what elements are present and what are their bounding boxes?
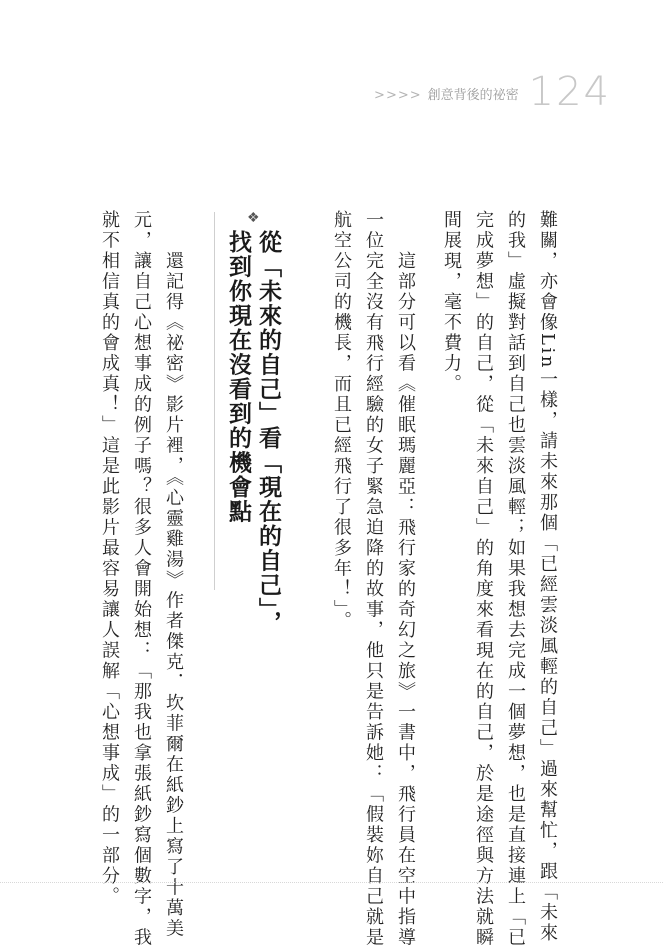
text-line: 一位完全沒有飛行經驗的女子緊急迫降的故事，他只是告訴她：「假裝妳自己就是: [363, 210, 384, 948]
text-line: 間展現，毫不費力。: [441, 210, 462, 395]
section-heading-line-1: 從「未來的自己」看「現在的自己」，: [255, 230, 281, 635]
text-line: 航空公司的機長，而且已經飛行了很多年！」。: [331, 210, 352, 632]
heading-divider: [214, 212, 215, 590]
section-heading-line-2: 找到你現在沒看到的機會點: [225, 230, 251, 524]
text-line: 就不相信真的會成真！」這是此影片最容易讓人誤解「心想事成」的一部分。: [99, 210, 120, 907]
text-line: 元，讓自己心想事成的例子嗎？很多人會開始想：「那我也拿張紙鈔寫個數字，我: [131, 210, 152, 948]
text-line: 這部分可以看《催眠瑪麗亞：飛行家的奇幻之旅》一書中，飛行員在空中指導: [395, 210, 416, 948]
text-line: 還記得《祕密》影片裡，《心靈雞湯》作者傑克．坎菲爾在紙鈔上寫了十萬美: [163, 210, 184, 939]
text-line: 難關，亦會像Lin一樣，請未來那個「已經雲淡風輕的自己」過來幫忙，跟「未來: [537, 210, 558, 944]
page-number: 124: [528, 69, 611, 115]
diamond-bullet-icon: ❖: [247, 210, 260, 226]
text-line: 完成夢想」的自己，從「未來自己」的角度來看現在的自己，於是途徑與方法就瞬: [473, 210, 494, 948]
text-line: 的我」虛擬對話到自己也雲淡風輕；如果我想去完成一個夢想，也是直接連上「已: [505, 210, 526, 948]
page-header: [374, 62, 611, 115]
footer-rule: [0, 882, 663, 883]
header-arrows: >>>>: [374, 88, 422, 103]
chapter-title: 創意背後的祕密: [427, 88, 519, 103]
